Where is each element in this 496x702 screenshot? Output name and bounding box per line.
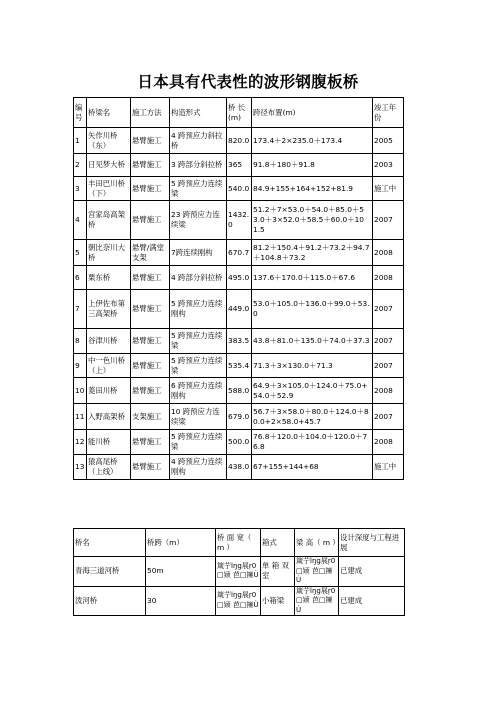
- cell-method: 悬臂施工: [131, 455, 170, 480]
- cell-method: 悬臂施工: [131, 154, 170, 177]
- cell-structure: 10 跨预应力连续梁: [170, 404, 227, 430]
- table-row: [74, 177, 404, 201]
- cell-bridge-name: 谷津川桥: [87, 329, 131, 354]
- cell-number: 2: [74, 154, 87, 177]
- cell-year: 2008: [373, 240, 404, 266]
- cell-year: 2008: [373, 378, 404, 404]
- cell-span: 76.8＋120.0＋104.0＋120.0＋76.8: [252, 430, 373, 455]
- col-header-bridge-name: 桥名: [74, 529, 146, 557]
- table-row: [74, 557, 405, 587]
- cell-deck-width: 箴艼lŋg展ŗ0□颎 芭□擁Ù: [216, 586, 261, 616]
- document-title: 日本具有代表性的波形钢腹板桥: [137, 73, 359, 91]
- cell-progress: 已建成: [339, 586, 405, 616]
- cell-span: 56.7＋3×58.0＋80.0＋124.0＋80.0+2×58.0+45.7: [252, 404, 373, 430]
- cell-beam-height: 箴艼lŋg展ŗ0□颎 芭□擁Ù: [295, 586, 339, 616]
- cell-number: 6: [74, 266, 87, 290]
- col-header-number: 编号: [74, 98, 87, 128]
- col-header-structure-form: 构造形式: [170, 98, 227, 128]
- table-row: [74, 266, 404, 290]
- cell-number: 5: [74, 240, 87, 266]
- cell-span: 67+155+144+68: [252, 455, 373, 480]
- cell-year: 施工中: [373, 177, 404, 201]
- cell-year: 2003: [373, 154, 404, 177]
- cell-span: 30: [146, 586, 216, 616]
- cell-span: 51.2＋7×53.0＋54.0＋85.0＋53.0＋3×52.0＋58.5＋60.0＋101.5: [252, 201, 373, 240]
- cell-bridge-name: 入野高架桥: [87, 404, 131, 430]
- cell-bridge-name: 菱田川桥: [87, 378, 131, 404]
- cell-number: 13: [74, 455, 87, 480]
- cell-method: 悬臂施工: [131, 128, 170, 154]
- cell-structure: 23 跨预应力连续梁: [170, 201, 227, 240]
- cell-method: 支架施工: [131, 404, 170, 430]
- cell-length: 1432.0: [227, 201, 252, 240]
- cell-bridge-name: 栗东桥: [87, 266, 131, 290]
- col-header-span-layout: 跨径布置(m): [252, 98, 373, 128]
- cell-length: 670.7: [227, 240, 252, 266]
- cell-bridge-name: 猿高尾桥（上线）: [87, 455, 131, 480]
- cell-year: 2007: [373, 404, 404, 430]
- table-row: [74, 240, 404, 266]
- cell-length: 535.4: [227, 354, 252, 378]
- col-header-span: 桥跨（m）: [146, 529, 216, 557]
- table-row: [74, 354, 404, 378]
- col-header-deck-width: 桥 面 宽（ m ）: [216, 529, 261, 557]
- cell-year: 2007: [373, 201, 404, 240]
- cell-span: 71.3＋3×130.0＋71.3: [252, 354, 373, 378]
- cell-structure: 7跨连续刚构: [170, 240, 227, 266]
- table-row: [74, 378, 404, 404]
- cell-method: 悬臂/满堂支架: [131, 240, 170, 266]
- cell-length: 679.0: [227, 404, 252, 430]
- cell-method: 悬臂施工: [131, 354, 170, 378]
- cell-length: 500.0: [227, 430, 252, 455]
- cell-year: 2007: [373, 354, 404, 378]
- cell-span: 173.4＋2×235.0＋173.4: [252, 128, 373, 154]
- cell-structure: 5 跨预应力连续刚构: [170, 290, 227, 329]
- cell-bridge-name: 上伊佐布第三高架桥: [87, 290, 131, 329]
- cell-structure: 4 跨预应力连续刚构: [170, 455, 227, 480]
- cell-method: 悬臂施工: [131, 290, 170, 329]
- cell-span: 81.2＋150.4＋91.2＋73.2＋94.7＋104.8＋73.2: [252, 240, 373, 266]
- cell-length: 449.0: [227, 290, 252, 329]
- cell-deck-width: 箴艼lŋg展ŗ0□颎 芭□擁Ù: [216, 557, 261, 587]
- cell-number: 10: [74, 378, 87, 404]
- cell-method: 悬臂施工: [131, 430, 170, 455]
- cell-number: 1: [74, 128, 87, 154]
- cell-span: 91.8＋180＋91.8: [252, 154, 373, 177]
- cell-structure: 6 跨预应力连续刚构: [170, 378, 227, 404]
- cell-span: 84.9+155+164+152+81.9: [252, 177, 373, 201]
- cell-method: 悬臂施工: [131, 329, 170, 354]
- col-header-progress: 设计深度与工程进展: [339, 529, 405, 557]
- cell-length: 588.0: [227, 378, 252, 404]
- cell-structure: 5 跨预应力连续梁: [170, 177, 227, 201]
- cell-year: 2008: [373, 266, 404, 290]
- cell-length: 383.5: [227, 329, 252, 354]
- cell-number: 7: [74, 290, 87, 329]
- cell-structure: 5 跨预应力连续梁: [170, 354, 227, 378]
- cell-year: 2007: [373, 329, 404, 354]
- cell-bridge-name: 中一色川桥（上）: [87, 354, 131, 378]
- cell-span: 64.9＋3×105.0＋124.0＋75.0+54.0＋52.9: [252, 378, 373, 404]
- cell-structure: 4 跨部分斜拉桥: [170, 266, 227, 290]
- cell-method: 悬臂施工: [131, 177, 170, 201]
- cell-number: 3: [74, 177, 87, 201]
- cell-span: 50m: [146, 557, 216, 587]
- cell-year: 2007: [373, 290, 404, 329]
- bridge-table: [73, 97, 404, 480]
- cell-box-type: 单 箱 双室: [261, 557, 295, 587]
- table-row: [74, 201, 404, 240]
- cell-length: 540.0: [227, 177, 252, 201]
- cell-year: 2008: [373, 430, 404, 455]
- cell-structure: 5 跨预应力连续梁: [170, 430, 227, 455]
- col-header-length: 桥 长(m): [227, 98, 252, 128]
- col-header-bridge-name: 桥梁名: [87, 98, 131, 128]
- cell-bridge-name: 宫家岛高架桥: [87, 201, 131, 240]
- cell-bridge-name: 矢作川桥（东）: [87, 128, 131, 154]
- cell-bridge-name: 青海三道河桥: [74, 557, 146, 587]
- cell-year: 2005: [373, 128, 404, 154]
- cell-length: 495.0: [227, 266, 252, 290]
- cell-bridge-name: 能川桥: [87, 430, 131, 455]
- cell-beam-height: 箴艼lŋg展ŗ0□颎 芭□擁Ù: [295, 557, 339, 587]
- cell-structure: 3 跨部分斜拉桥: [170, 154, 227, 177]
- cell-span: 137.6＋170.0＋115.0＋67.6: [252, 266, 373, 290]
- table-header-row: [74, 98, 404, 128]
- cell-method: 悬臂施工: [131, 201, 170, 240]
- cell-bridge-name: 朝比奈川大桥: [87, 240, 131, 266]
- cell-year: 施工中: [373, 455, 404, 480]
- cell-progress: 已建成: [339, 557, 405, 587]
- cell-number: 9: [74, 354, 87, 378]
- cell-length: 438.0: [227, 455, 252, 480]
- col-header-completion-year: 竣工年份: [373, 98, 404, 128]
- cell-number: 11: [74, 404, 87, 430]
- col-header-beam-height: 梁 高（ m ）: [295, 529, 339, 557]
- col-header-construction-method: 施工方法: [131, 98, 170, 128]
- table-row: [74, 154, 404, 177]
- cell-bridge-name: 日见梦大桥: [87, 154, 131, 177]
- table-row: [74, 404, 404, 430]
- table-row: [74, 329, 404, 354]
- table-header-row: [74, 529, 405, 557]
- table-row: [74, 128, 404, 154]
- cell-number: 12: [74, 430, 87, 455]
- cell-length: 365: [227, 154, 252, 177]
- cell-bridge-name: 丰田巴川桥（下）: [87, 177, 131, 201]
- table-row: [74, 430, 404, 455]
- china-bridge-table: [73, 528, 405, 616]
- cell-number: 8: [74, 329, 87, 354]
- table-row: [74, 586, 405, 616]
- table-row: [74, 290, 404, 329]
- table-row: [74, 455, 404, 480]
- cell-bridge-name: 泼河桥: [74, 586, 146, 616]
- cell-number: 4: [74, 201, 87, 240]
- cell-structure: 5 跨预应力连续梁: [170, 329, 227, 354]
- cell-box-type: 小箱梁: [261, 586, 295, 616]
- cell-span: 43.8＋81.0＋135.0＋74.0＋37.3: [252, 329, 373, 354]
- cell-method: 悬臂施工: [131, 378, 170, 404]
- cell-structure: 4 跨预应力斜拉桥: [170, 128, 227, 154]
- cell-span: 53.0＋105.0＋136.0＋99.0＋53.0: [252, 290, 373, 329]
- cell-length: 820.0: [227, 128, 252, 154]
- cell-method: 悬臂施工: [131, 266, 170, 290]
- col-header-box-type: 箱式: [261, 529, 295, 557]
